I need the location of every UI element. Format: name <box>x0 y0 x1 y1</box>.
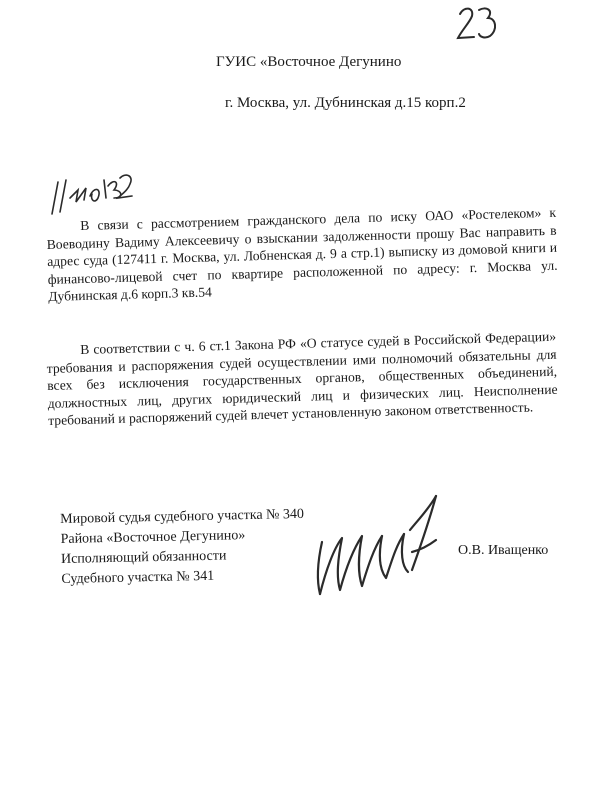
addressee: ГУИС «Восточное Дегунино <box>216 54 402 70</box>
signer-name: О.В. Иващенко <box>458 543 549 558</box>
judge-title-line: Мировой судья судебного участка № 340 <box>60 506 305 527</box>
handwritten-date-note <box>48 168 140 216</box>
court-section-line: Судебного участка № 341 <box>61 568 215 587</box>
district-line: Района «Восточное Дегунино» <box>60 528 246 547</box>
request-paragraph: В связи с рассмотрением гражданского дела по иску ОАО «Ростелеком» к Воеводину Вадиму Алексеевичу о взыскании задолженности прошу Вас направить в адрес суда (127411 г. Москва, ул. Лобненская д. 9 а стр.1) выписку из домовой книги и финансово-лицевой счет по квартире расположенной по адресу: г. Москва ул. Дубнинская д.6 корп.3 кв.54 <box>46 204 558 304</box>
handwritten-signature <box>308 490 450 602</box>
legal-basis-paragraph: В соответствии с ч. 6 ст.1 Закона РФ «О статусе судей в Российской Федерации» требования и распоряжения судей осуществлении ими полномочий обязательны для всех без исключения государственных органов, общественных объединений, должностных лиц, других юридический лиц и физических лиц. Неисполнение требований и распоряжений судей влечет установленную законом ответственность. <box>46 328 558 428</box>
addressee-address: г. Москва, ул. Дубнинская д.15 корп.2 <box>225 95 466 111</box>
acting-duties-line: Исполняющий обязанности <box>60 548 227 567</box>
page-number-handwritten <box>452 4 502 44</box>
signature-block <box>60 505 305 590</box>
